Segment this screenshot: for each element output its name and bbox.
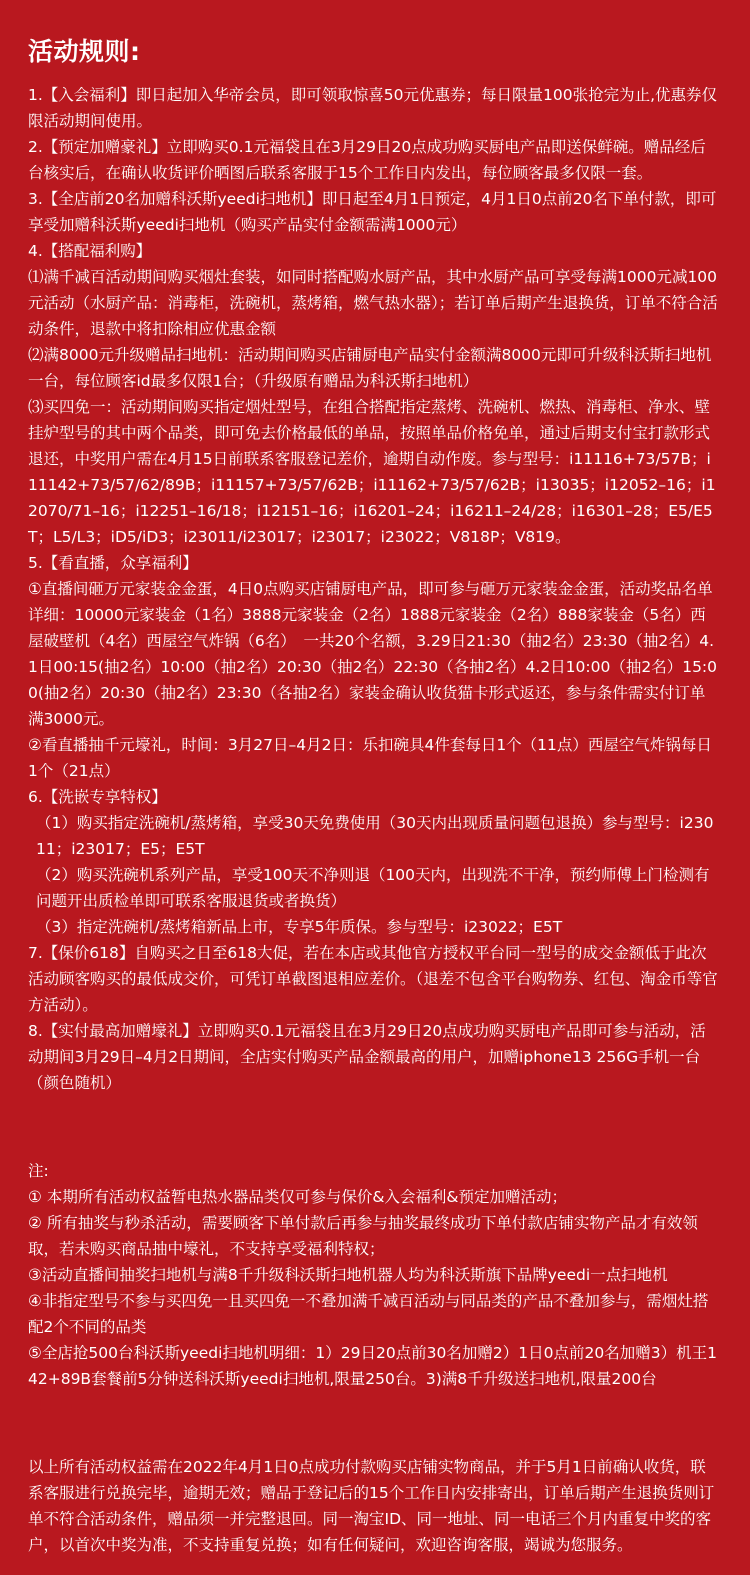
rules-list [28, 82, 720, 1096]
rule-4-1: ⑴满千减百活动期间购买烟灶套装，如同时搭配购水厨产品，其中水厨产品可享受每满1000元减100元活动（水厨产品：消毒柜，洗碗机，蒸烤箱，燃气热水器）；若订单后期产生退换货，订单不符合活动条件，退款中将扣除相应优惠金额 [28, 268, 718, 338]
rule-2-preorder-gift: 2.【预定加赠豪礼】立即购买0.1元福袋且在3月29日20点成功购买厨电产品即送保鲜碗。赠品经后台核实后，在确认收货评价晒图后联系客服于15个工作日内发出，每位顾客最多仅限一套。 [28, 138, 706, 182]
rule-6-1: （1）购买指定洗碗机/蒸烤箱，享受30天免费使用（30天内出现质量问题包退换）参与型号：i23011；i23017；E5；E5T [36, 814, 714, 858]
rule-5-2: ②看直播抽千元壕礼，时间：3月27日–4月2日：乐扣碗具4件套每日1个（11点）西屋空气炸锅每日1个（21点） [28, 736, 712, 780]
note-4: ④非指定型号不参与买四免一且买四免一不叠加满千减百活动与同品类的产品不叠加参与，需烟灶搭配2个不同的品类 [28, 1292, 709, 1336]
rule-5-1: ①直播间砸万元家装金金蛋，4日0点购买店铺厨电产品，即可参与砸万元家装金金蛋，活动奖品名单详细：10000元家装金（1名）3888元家装金（2名）1888元家装金（2名）888家装金（5名）西屋破壁机（4名）西屋空气炸锅（6名） 一共20个名额，3.29日21:30（抽2名）23:30（抽2名）4.1日00:15(抽2名）10:00（抽2名）20:30（抽2名）22:30（各抽2名）4.2日10:00（抽2名）15:00(抽2名）20:30（抽2名）23:30（各抽2名）家装金确认收货猫卡形式返还，参与条件需实付订单满3000元。 [28, 580, 718, 728]
note-2: ② 所有抽奖与秒杀活动，需要顾客下单付款后再参与抽奖最终成功下单付款店铺实物产品才有效领取，若未购买商品抽中壕礼，不支持享受福利特权； [28, 1214, 698, 1258]
rule-6-3: （3）指定洗碗机/蒸烤箱新品上市，专享5年质保。参与型号：i23022；E5T [36, 918, 563, 936]
rule-1-membership: 1.【入会福利】即日起加入华帝会员，即可领取惊喜50元优惠券；每日限量100张抢完为止,优惠券仅限活动期间使用。 [28, 86, 718, 130]
rule-3-top20-gift: 3.【全店前20名加赠科沃斯yeedi扫地机】即日起至4月1日预定，4月1日0点前20名下单付款，即可享受加赠科沃斯yeedi扫地机（购买产品实付金额需满1000元） [28, 190, 717, 234]
notes-section [28, 1158, 720, 1392]
rule-4-3: ⑶买四免一：活动期间购买指定烟灶型号，在组合搭配指定蒸烤、洗碗机、燃热、消毒柜、净水、壁挂炉型号的其中两个品类，即可免去价格最低的单品，按照单品价格免单，通过后期支付宝打款形式退还，中奖用户需在4月15日前联系客服登记差价，逾期自动作废。参与型号：i11116+73/57B；i11142+73/57/62/89B；i11157+73/57/62B；i11162+73/57/62B；i13035；i12052–16；i12070/71–16；i12251–16/18；i12151–16；i16201–24；i16211–24/28；i16301–28；E5/E5T；L5/L3；iD5/iD3；i23011/i23017；i23017；i23022；V818P；V819。 [28, 398, 716, 546]
notes-heading: 注: [28, 1162, 49, 1180]
note-1: ① 本期所有活动权益暂电热水器品类仅可参与保价&入会福利&预定加赠活动； [28, 1188, 567, 1206]
rule-6-heading: 6.【洗嵌专享特权】 [28, 788, 167, 806]
rule-6-2: （2）购买洗碗机系列产品，享受100天不净则退（100天内，出现洗不干净，预约师傅上门检测有问题开出质检单即可联系客服退货或者换货） [36, 866, 710, 910]
rule-8-top-spender-gift: 8.【实付最高加赠壕礼】立即购买0.1元福袋且在3月29日20点成功购买厨电产品即可参与活动，活动期间3月29日–4月2日期间，全店实付购买产品金额最高的用户，加赠iphone13 256G手机一台（颜色随机） [28, 1022, 706, 1092]
rule-4-heading: 4.【搭配福利购】 [28, 242, 152, 260]
page-title: 活动规则: [28, 37, 141, 66]
rule-7-price-protection: 7.【保价618】自购买之日至618大促，若在本店或其他官方授权平台同一型号的成交金额低于此次活动顾客购买的最低成交价，可凭订单截图退相应差价。（退差不包含平台购物券、红包、淘金币等官方活动）。 [28, 944, 718, 1014]
note-3: ③活动直播间抽奖扫地机与满8千升级科沃斯扫地机器人均为科沃斯旗下品牌yeedi一点扫地机 [28, 1266, 668, 1284]
rule-4-2: ⑵满8000元升级赠品扫地机：活动期间购买店铺厨电产品实付金额满8000元即可升级科沃斯扫地机一台，每位顾客id最多仅限1台；（升级原有赠品为科沃斯扫地机） [28, 346, 712, 390]
note-5: ⑤全店抢500台科沃斯yeedi扫地机明细：1）29日20点前30名加赠2）1日0点前20名加赠3）机王142+89B套餐前5分钟送科沃斯yeedi扫地机,限量250台。3)满8千升级送扫地机,限量200台 [28, 1344, 717, 1388]
rule-5-heading: 5.【看直播，众享福利】 [28, 554, 198, 572]
footer-section [28, 1454, 720, 1558]
footer-text: 以上所有活动权益需在2022年4月1日0点成功付款购买店铺实物商品，并于5月1日前确认收货，联系客服进行兑换完毕，逾期无效；赠品于登记后的15个工作日内安排寄出，订单后期产生退换货则订单不符合活动条件，赠品须一并完整退回。同一淘宝ID、同一地址、同一电话三个月内重复中奖的客户，以首次中奖为准，不支持重复兑换；如有任何疑问，欢迎咨询客服，竭诚为您服务。 [28, 1458, 715, 1554]
